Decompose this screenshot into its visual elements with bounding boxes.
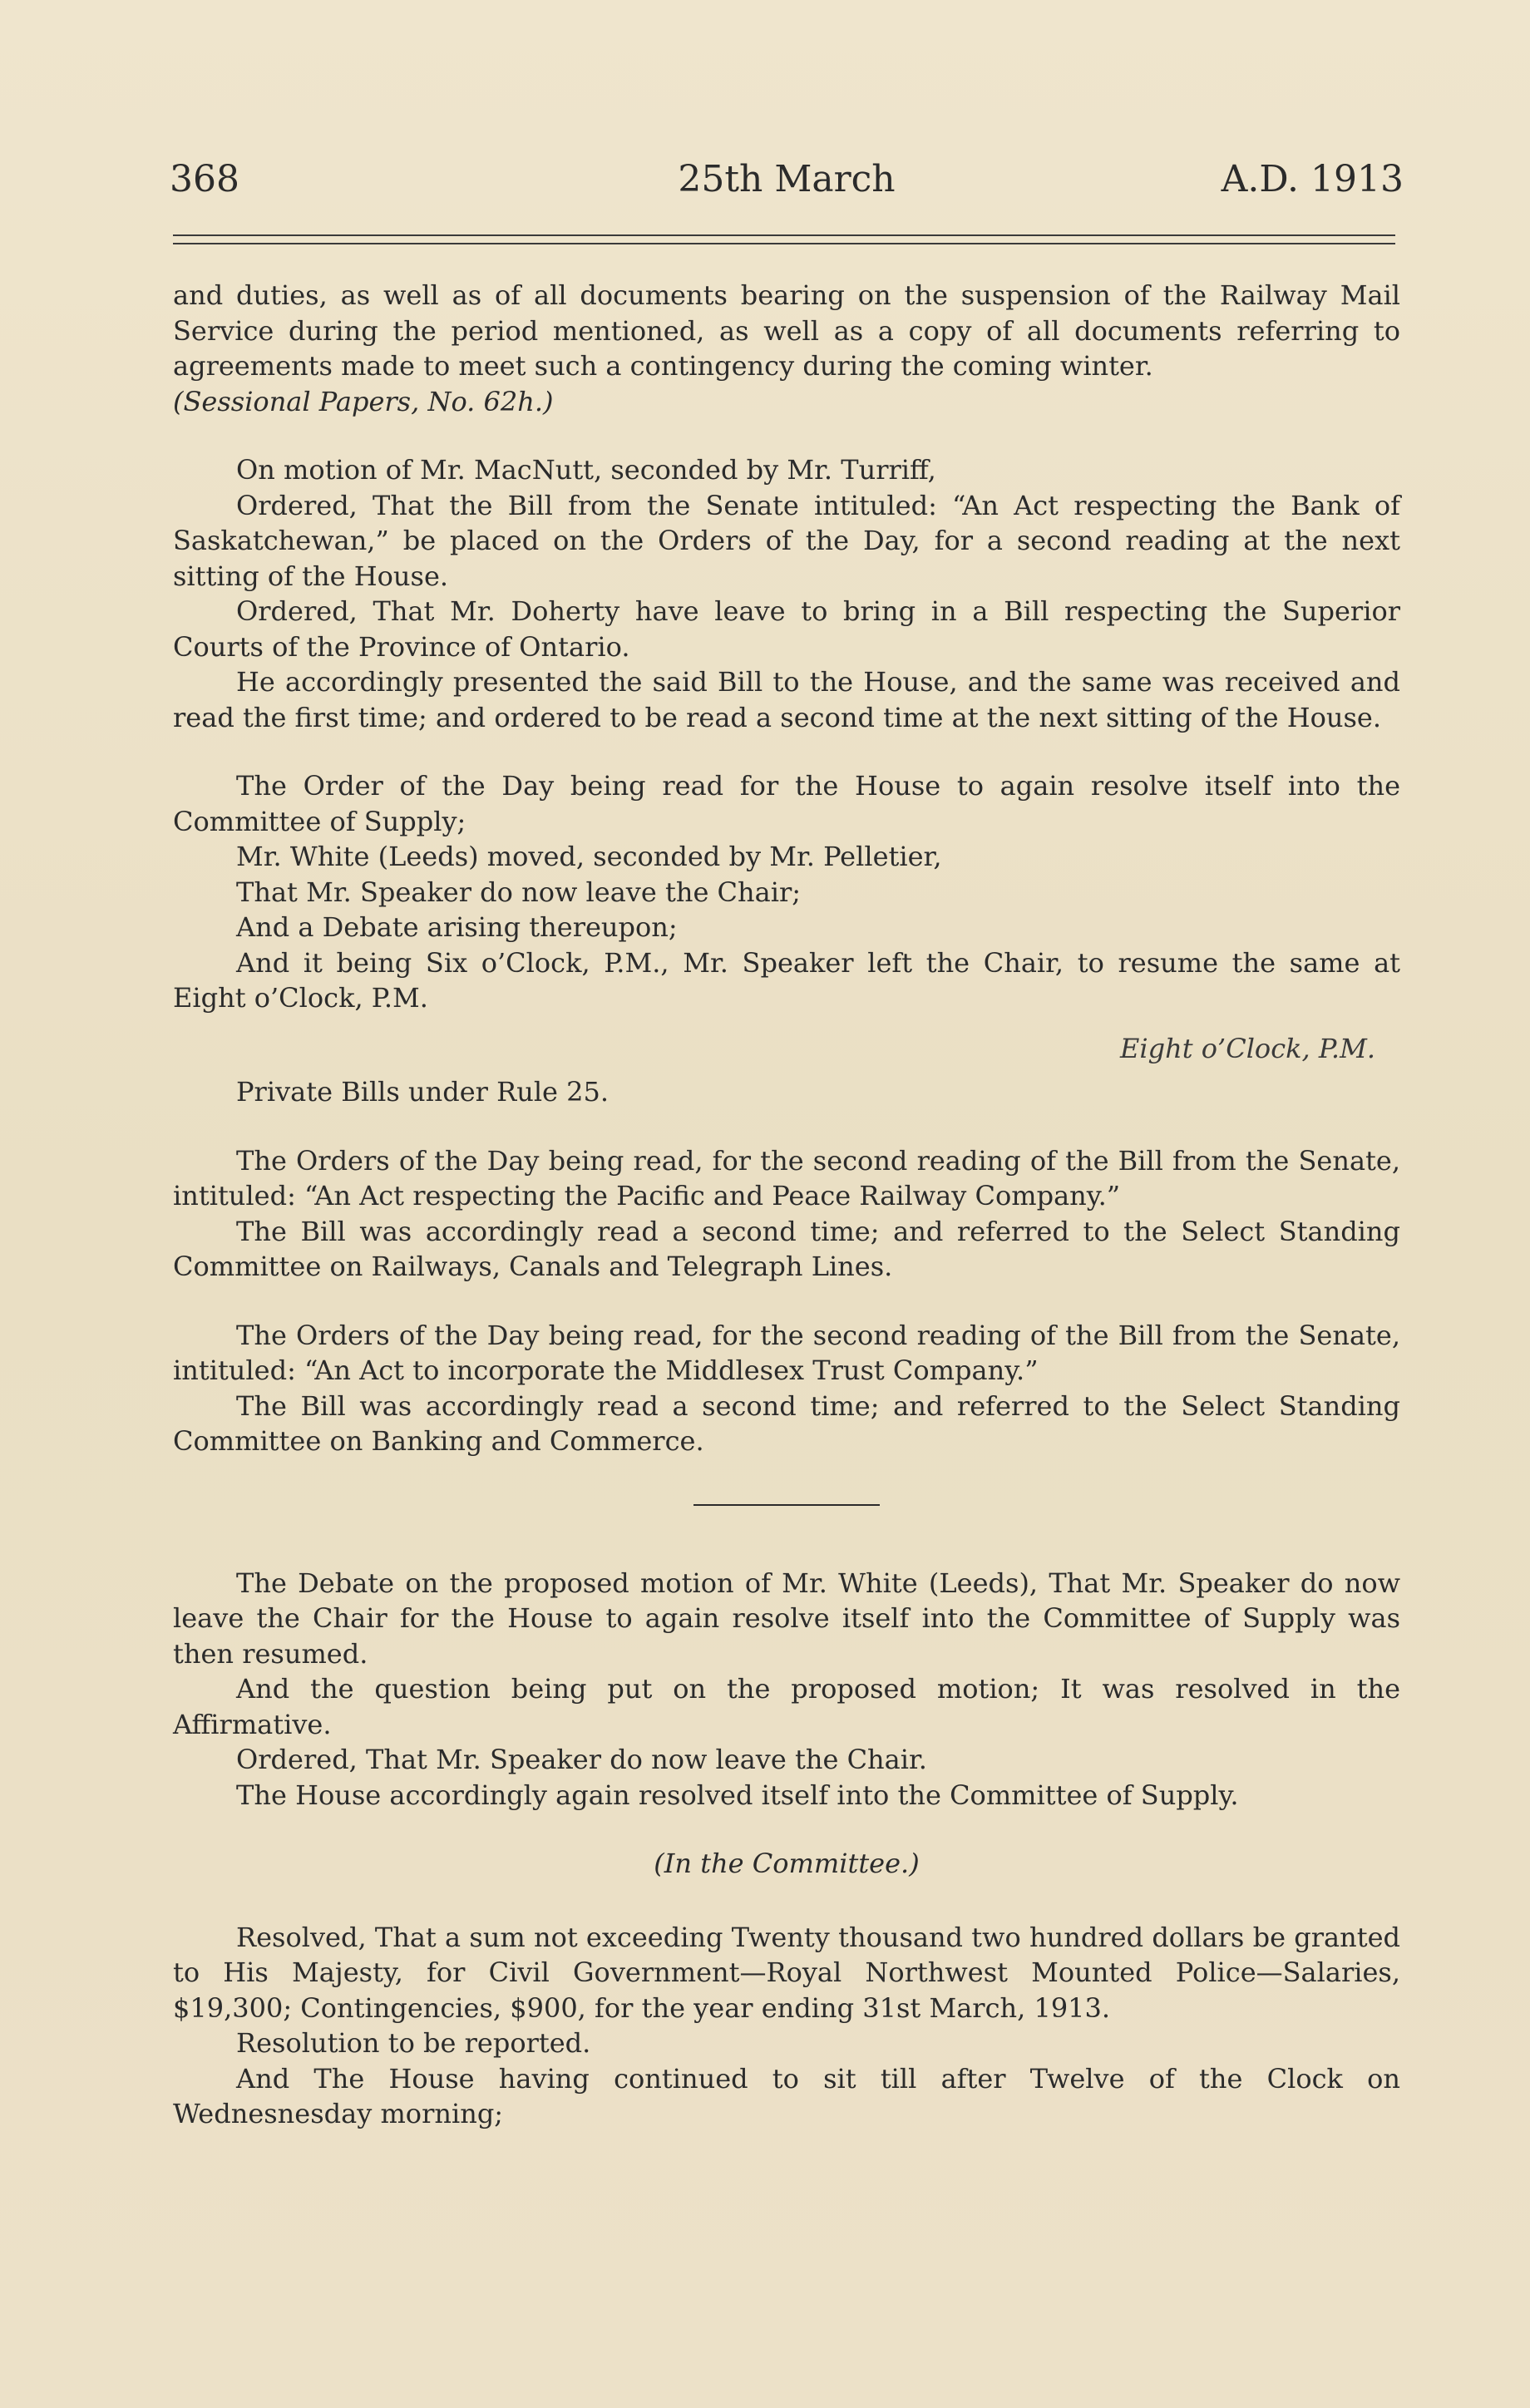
- page-header: [170, 158, 1404, 208]
- paragraph: On motion of Mr. MacNutt, seconded by Mr. Turriff,: [236, 454, 936, 486]
- header-year: A.D. 1913: [1221, 158, 1404, 200]
- paragraph: Mr. White (Leeds) moved, seconded by Mr. Pelletier,: [236, 841, 942, 872]
- paragraph: The Bill was accordingly read a second time; and referred to the Select Standing Committee on Banking and Commerce.: [173, 1389, 1400, 1457]
- sessional-paper-reference: (Sessional Papers, No. 62h.): [173, 385, 554, 417]
- paragraph: The House accordingly again resolved itself into the Committee of Supply.: [236, 1779, 1239, 1811]
- header-date: 25th March: [678, 158, 896, 200]
- paragraph: Ordered, That Mr. Doherty have leave to bring in a Bill respecting the Superior Courts of the Province of Ontario.: [173, 595, 1400, 663]
- paragraph: And it being Six o’Clock, P.M., Mr. Speaker left the Chair, to resume the same at Eight o’Clock, P.M.: [173, 946, 1400, 1014]
- paragraph: The Bill was accordingly read a second time; and referred to the Select Standing Committee on Railways, Canals and Telegraph Lines.: [173, 1215, 1400, 1282]
- paragraph: And a Debate arising thereupon;: [236, 911, 678, 943]
- paragraph: Ordered, That Mr. Speaker do now leave the Chair.: [236, 1744, 927, 1775]
- paragraph: The Orders of the Day being read, for the second reading of the Bill from the Senate, intituled: “An Act respecting the Pacific and Peace Railway Company.”: [173, 1144, 1400, 1211]
- section-divider: [693, 1504, 880, 1506]
- paragraph: Ordered, That the Bill from the Senate intituled: “An Act respecting the Bank of Saskatchewan,” be placed on the Orders of the Day, for a second reading at the next sitting of the House.: [173, 489, 1400, 592]
- paragraph: And the question being put on the proposed motion; It was resolved in the Affirmative.: [173, 1673, 1400, 1740]
- paragraph: and duties, as well as of all documents bearing on the suspension of the Railway Mail Service during the period mentioned, as well as a copy of all documents referring to agreements made to meet such a contingency during the coming winter.: [173, 279, 1400, 382]
- page-number: 368: [170, 158, 239, 200]
- committee-heading: (In the Committee.): [654, 1848, 920, 1879]
- paragraph: The Orders of the Day being read, for the second reading of the Bill from the Senate, intituled: “An Act to incorporate the Middlesex Trust Company.”: [173, 1319, 1400, 1386]
- paragraph: And The House having continued to sit till after Twelve of the Clock on Wednesnesday morning;: [173, 2062, 1400, 2129]
- time-marker: Eight o’Clock, P.M.: [1120, 1032, 1375, 1064]
- paragraph: The Debate on the proposed motion of Mr. White (Leeds), That Mr. Speaker do now leave the Chair for the House to again resolve itself into the Committee of Supply was then resumed.: [173, 1567, 1400, 1670]
- section-heading: Private Bills under Rule 25.: [236, 1076, 610, 1108]
- header-double-rule: [173, 234, 1395, 244]
- paragraph: He accordingly presented the said Bill to the House, and the same was received and read the first time; and ordered to be read a second time at the next sitting of the House.: [173, 666, 1400, 733]
- paragraph: Resolved, That a sum not exceeding Twenty thousand two hundred dollars be granted to His Majesty, for Civil Government—Royal Northwest Mounted Police—Salaries, $19,300; Contingencies, $900, for the year ending 31st March, 1913.: [173, 1921, 1400, 2024]
- paragraph: The Order of the Day being read for the House to again resolve itself into the Committee of Supply;: [173, 770, 1400, 837]
- paragraph: That Mr. Speaker do now leave the Chair;: [236, 876, 802, 908]
- paragraph: Resolution to be reported.: [236, 2027, 591, 2059]
- document-body: [173, 278, 1400, 2132]
